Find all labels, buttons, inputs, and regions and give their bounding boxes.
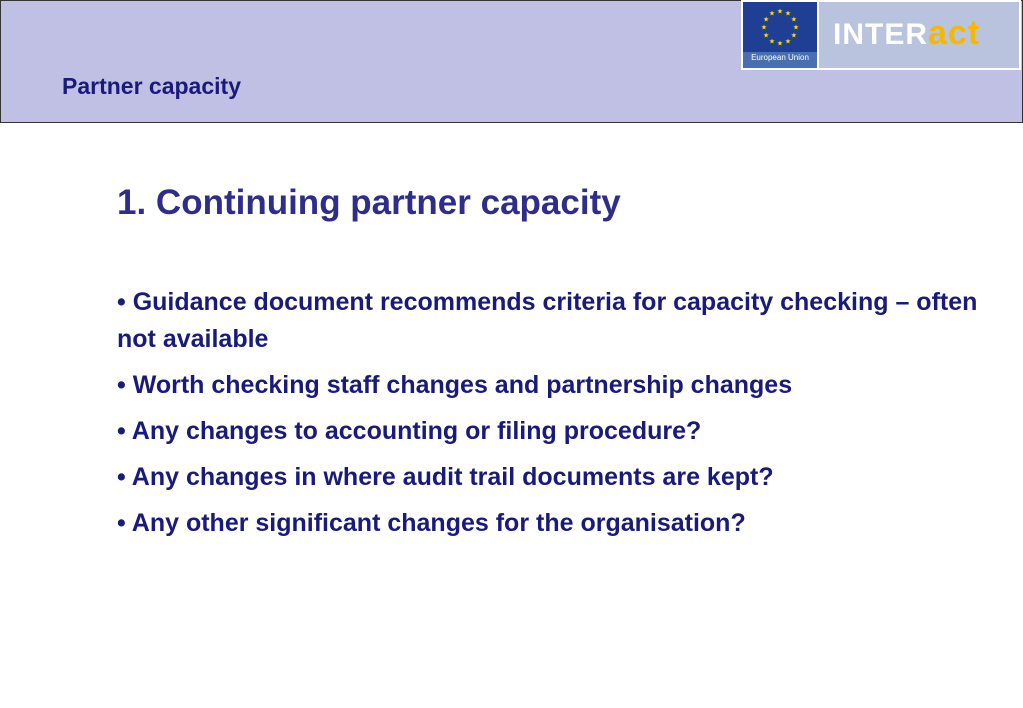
eu-star-icon: ★ (790, 16, 798, 24)
eu-star-icon: ★ (790, 32, 798, 40)
bullet-item: • Any other significant changes for the organisation? (117, 509, 746, 537)
eu-star-icon: ★ (776, 8, 784, 16)
eu-label: European Union (751, 53, 809, 62)
eu-star-icon: ★ (768, 10, 776, 18)
slide-header-title: Partner capacity (62, 73, 241, 99)
bullet-item: • Worth checking staff changes and partnership changes (117, 371, 793, 399)
interact-suffix: act (928, 14, 981, 52)
main-heading: 1. Continuing partner capacity (117, 183, 621, 222)
interact-wordmark-text (833, 14, 980, 53)
eu-star-icon: ★ (784, 10, 792, 18)
eu-star-icon: ★ (768, 38, 776, 46)
eu-star-icon: ★ (784, 38, 792, 46)
eu-star-icon: ★ (762, 32, 770, 40)
interact-wordmark (819, 2, 1019, 68)
bullet-item: • Guidance document recommends criteria for capacity checking – often not available (117, 288, 978, 353)
eu-star-icon: ★ (792, 24, 800, 32)
bullet-item: • Any changes to accounting or filing procedure? (117, 417, 702, 445)
eu-stars-icon (743, 2, 817, 52)
bullet-item: • Any changes in where audit trail documents are kept? (117, 463, 774, 491)
eu-star-icon: ★ (760, 24, 768, 32)
eu-star-icon: ★ (776, 40, 784, 48)
bullet-list (117, 284, 987, 551)
eu-emblem (743, 2, 817, 68)
interact-prefix: INTER (833, 18, 928, 51)
interact-logo (741, 0, 1021, 70)
eu-star-icon: ★ (762, 16, 770, 24)
eu-flag-icon (743, 2, 817, 52)
